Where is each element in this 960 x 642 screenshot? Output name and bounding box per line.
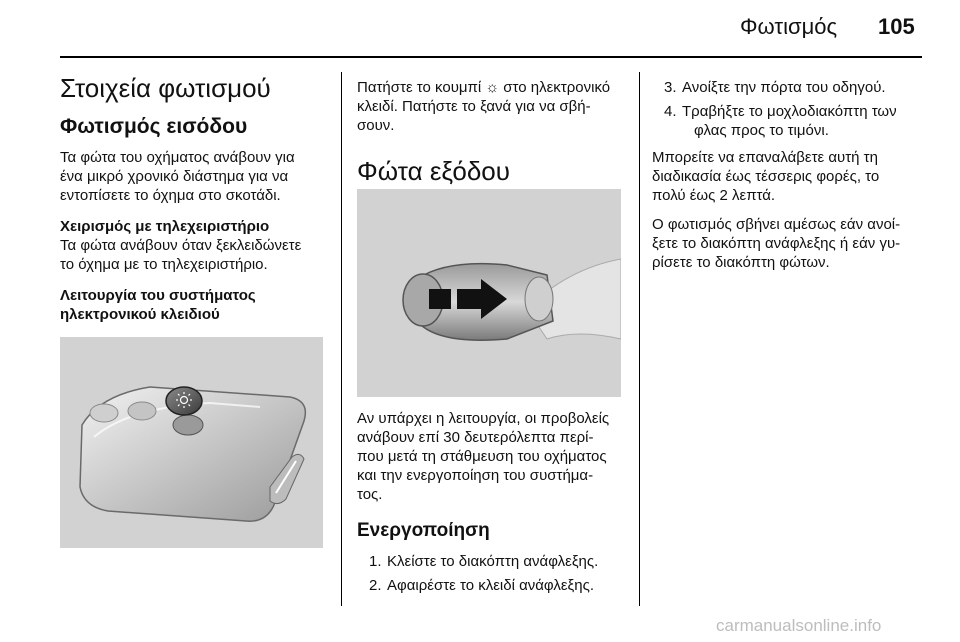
list-item: [664, 78, 922, 97]
activation-heading: Ενεργοποίηση: [357, 520, 490, 541]
section-title-exit-lights: Φώτα εξόδου: [357, 156, 510, 186]
text-line: Αν υπάρχει η λειτουργία, οι προβολείς: [357, 410, 610, 427]
list-item-text: Κλείστε το διακόπτη ανάφλεξης.: [387, 553, 599, 570]
text-line: που μετά τη στάθμευση του οχήματος: [357, 448, 607, 465]
electronic-key-card-illustration: [60, 337, 323, 548]
list-item-text: Ανοίξτε την πόρτα του οδηγού.: [682, 79, 886, 96]
text-line: τος.: [357, 486, 383, 503]
turn-signal-stalk-figure: [357, 189, 621, 397]
column-1: [60, 72, 330, 324]
text-line: ανάβουν επί 30 δευτερόλεπτα περί-: [357, 429, 594, 446]
section-title-lighting-elements: Στοιχεία φωτισμού: [60, 73, 271, 103]
page-number: 105: [878, 14, 915, 39]
electronic-key-heading-line2: ηλεκτρονικού κλειδιού: [60, 306, 220, 323]
list-item-text: Αφαιρέστε το κλειδί ανάφλεξης.: [387, 577, 595, 594]
stalk-illustration: [357, 189, 621, 397]
list-item: [664, 102, 922, 140]
text-line: πολύ έως 2 λεπτά.: [652, 187, 776, 204]
list-item-number: 3.: [664, 79, 677, 96]
text-line: Μπορείτε να επαναλάβετε αυτή τη: [652, 149, 878, 166]
switch-off-paragraph: [652, 215, 922, 272]
watermark: carmanualsonline.info: [716, 616, 882, 635]
text-line: ρίσετε το διακόπτη φώτων.: [652, 254, 830, 271]
column-2-lower: [357, 409, 629, 595]
text-line: και την ενεργοποίηση του συστήμα-: [357, 467, 594, 484]
text-line: κλειδί. Πατήστε το ξανά για να σβή-: [357, 98, 591, 115]
page-header-title: Φωτισμός: [740, 14, 838, 39]
activation-steps-list: [369, 552, 629, 595]
column-divider-2: [639, 72, 640, 606]
text-line: φλας προς το τιμόνι.: [694, 122, 829, 139]
text-line: ξετε το διακόπτη ανάφλεξης ή εάν γυ-: [652, 235, 901, 252]
list-item: [369, 552, 629, 571]
repeat-paragraph: [652, 148, 922, 205]
column-divider-1: [341, 72, 342, 606]
column-2: [357, 78, 629, 187]
text-line: ένα μικρό χρονικό διάστημα για να: [60, 168, 289, 185]
text-line: εντοπίσετε το όχημα στο σκοτάδι.: [60, 187, 281, 204]
subsection-title-entry-lighting: Φωτισμός εισόδου: [60, 115, 248, 138]
exit-lights-paragraph: [357, 409, 629, 504]
text-line: Τα φώτα του οχήματος ανάβουν για: [60, 149, 295, 166]
list-item-number: 2.: [369, 577, 382, 594]
list-item-number: 4.: [664, 103, 677, 120]
header-rule: [60, 56, 922, 58]
remote-control-heading: Χειρισμός με τηλεχειριστήριο: [60, 218, 270, 235]
text-line: Πατήστε το κουμπί ☼ στο ηλεκτρονικό: [357, 79, 611, 96]
activation-steps-continued: [664, 78, 922, 140]
text-line: σουν.: [357, 117, 395, 134]
entry-lighting-paragraph: [60, 148, 330, 205]
text-line: Τα φώτα ανάβουν όταν ξεκλειδώνετε: [60, 237, 302, 254]
text-line: Τραβήξτε το μοχλοδιακόπτη των: [682, 103, 897, 120]
list-item: [369, 576, 629, 595]
list-item-number: 1.: [369, 553, 382, 570]
text-line: Ο φωτισμός σβήνει αμέσως εάν ανοί-: [652, 216, 901, 233]
text-line: διαδικασία έως τέσσερις φορές, το: [652, 168, 880, 185]
electronic-key-heading: Λειτουργία του συστήματος: [60, 287, 256, 304]
column-3: [652, 78, 922, 272]
text-line: το όχημα με το τηλεχειριστήριο.: [60, 256, 268, 273]
list-item-text-block: [682, 102, 897, 140]
electronic-key-figure: [60, 337, 323, 548]
